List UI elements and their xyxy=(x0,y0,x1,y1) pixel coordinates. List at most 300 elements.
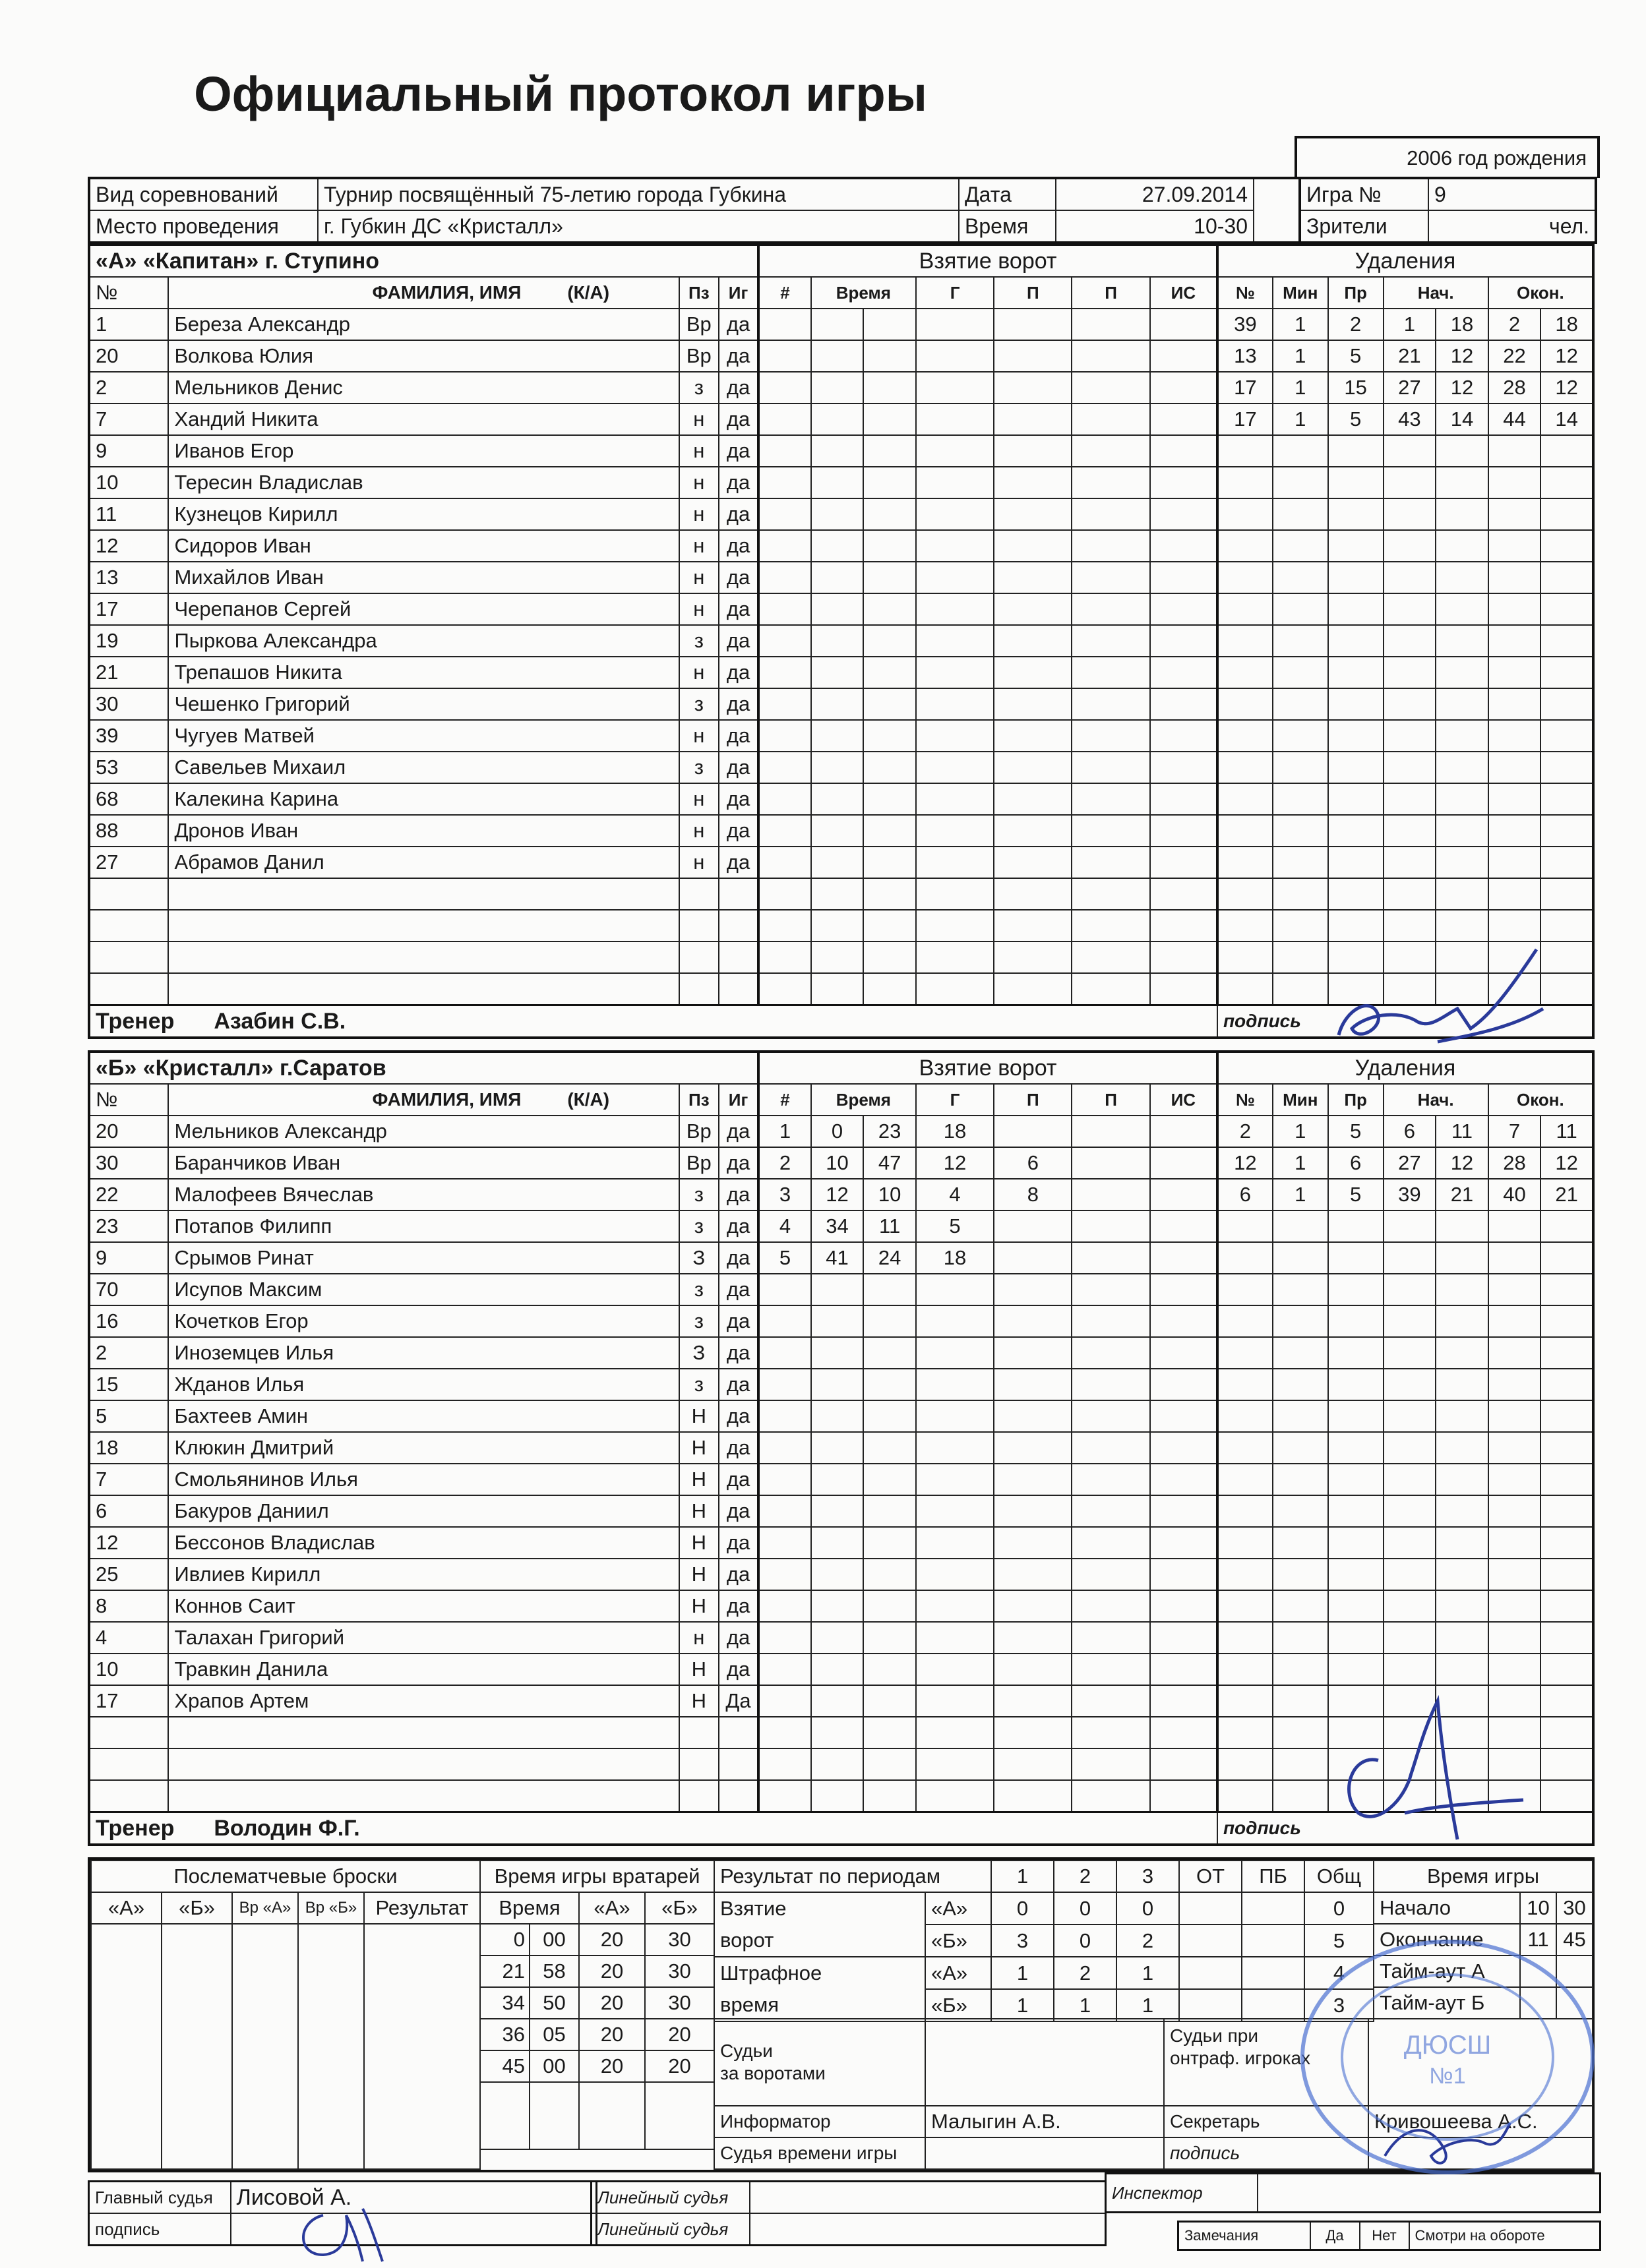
player-name: Кочетков Егор xyxy=(168,1305,679,1337)
player-position: Вр xyxy=(679,340,719,372)
remarks-no: Нет xyxy=(1360,2222,1409,2250)
team-b-col-name-text: ФАМИЛИЯ, ИМЯ xyxy=(372,1089,522,1110)
svg-text:ДЮСШ: ДЮСШ xyxy=(1403,2031,1492,2060)
officials-table xyxy=(714,2018,1593,2170)
player-name: Мельников Александр xyxy=(168,1116,679,1147)
gk-a-header: «А» xyxy=(579,1892,645,1924)
goals-a-p2: 0 xyxy=(1054,1892,1116,1925)
player-position: н xyxy=(679,720,719,752)
penalty-end-min: 28 xyxy=(1488,372,1541,403)
player-played: да xyxy=(719,625,758,657)
player-name: Срымов Ринат xyxy=(168,1242,679,1274)
competition-label: Вид соревнований xyxy=(89,178,318,210)
gk-b-player: 20 xyxy=(645,2050,714,2082)
player-number: 18 xyxy=(89,1432,168,1464)
player-name: Бакуров Даниил xyxy=(168,1495,679,1527)
player-position: з xyxy=(679,752,719,783)
goal-assist-2 xyxy=(1072,1242,1149,1274)
player-number: 39 xyxy=(89,720,168,752)
gk-minute: 21 xyxy=(480,1955,530,1987)
player-number: 20 xyxy=(89,1116,168,1147)
goals-team-a-label: «А» xyxy=(925,1892,991,1925)
player-position: н xyxy=(679,562,719,593)
penalty-start-min: 43 xyxy=(1384,403,1436,435)
gk-b-player: 30 xyxy=(645,1955,714,1987)
team-b-col-goal-hash: # xyxy=(758,1084,811,1116)
team-b-row xyxy=(89,1780,1593,1812)
player-number: 20 xyxy=(89,340,168,372)
penalty-start-sec: 18 xyxy=(1436,309,1488,340)
player-played: да xyxy=(719,1527,758,1559)
penalty-end-min: 2 xyxy=(1488,309,1541,340)
venue-value: г. Губкин ДС «Кристалл» xyxy=(318,210,959,243)
timekeeper-label: Судья времени игры xyxy=(714,2137,925,2169)
player-played: да xyxy=(719,593,758,625)
player-played: да xyxy=(719,1432,758,1464)
goals-a-pb xyxy=(1242,1892,1304,1925)
secretary-value: Кривошеева А.С. xyxy=(1368,2106,1593,2137)
pen-a-ot xyxy=(1179,1957,1242,1989)
goal-situation xyxy=(1150,1116,1217,1147)
goals-a-p3: 0 xyxy=(1116,1892,1179,1925)
player-number: 2 xyxy=(89,1337,168,1369)
player-played: Да xyxy=(719,1685,758,1717)
penalty-reason: 15 xyxy=(1328,372,1384,403)
player-position: з xyxy=(679,1274,719,1305)
goal-assist-2 xyxy=(1072,1210,1149,1242)
gk-title: Время игры вратарей xyxy=(480,1861,714,1892)
svg-text:№1: №1 xyxy=(1429,2064,1466,2089)
pen-b-p2: 1 xyxy=(1054,1989,1116,2021)
team-b-row xyxy=(89,1432,1593,1464)
bottom-section xyxy=(88,1857,1595,2172)
team-a-row xyxy=(89,973,1593,1005)
goals-team-b-label: «Б» xyxy=(925,1925,991,1957)
penalty-end-sec: 18 xyxy=(1540,309,1593,340)
player-number: 6 xyxy=(89,1495,168,1527)
team-a-row xyxy=(89,498,1593,530)
player-played: да xyxy=(719,688,758,720)
team-a-row xyxy=(89,340,1593,372)
time-value: 10-30 xyxy=(1056,210,1254,243)
gk-row xyxy=(480,1987,714,2019)
player-number: 5 xyxy=(89,1400,168,1432)
venue-label: Место проведения xyxy=(89,210,318,243)
goal-minute: 10 xyxy=(811,1147,864,1179)
team-b-col-goal-is: ИС xyxy=(1150,1084,1217,1116)
player-name: Коннов Саит xyxy=(168,1590,679,1622)
penalty-player: 2 xyxy=(1217,1116,1273,1147)
end-minute: 45 xyxy=(1556,1924,1593,1955)
team-a-col-pen-end: Окон. xyxy=(1488,277,1593,309)
goal-number: 5 xyxy=(758,1242,811,1274)
penalty-end-sec: 14 xyxy=(1540,403,1593,435)
gk-a-player: 20 xyxy=(579,1924,645,1955)
penalty-player: 6 xyxy=(1217,1179,1273,1210)
goal-situation xyxy=(1150,1147,1217,1179)
pen-a-p3: 1 xyxy=(1116,1957,1179,1989)
timeout-a-label: Тайм-аут А xyxy=(1374,1955,1520,1987)
player-played: да xyxy=(719,752,758,783)
player-number: 17 xyxy=(89,1685,168,1717)
goals-label-1: Взятие xyxy=(720,1897,787,1920)
goals-b-p3: 2 xyxy=(1116,1925,1179,1957)
player-position: Н xyxy=(679,1559,719,1590)
team-b-row xyxy=(89,1622,1593,1654)
penalty-end-sec: 12 xyxy=(1540,372,1593,403)
player-name: Абрамов Данил xyxy=(168,847,679,878)
player-number: 27 xyxy=(89,847,168,878)
chief-referee-table xyxy=(88,2180,597,2246)
team-b-row xyxy=(89,1559,1593,1590)
team-b-row xyxy=(89,1274,1593,1305)
goals-b-p2: 0 xyxy=(1054,1925,1116,1957)
player-name: Ивлиев Кирилл xyxy=(168,1559,679,1590)
team-a-coach-label: Тренер xyxy=(96,1009,175,1034)
player-name: Савельев Михаил xyxy=(168,752,679,783)
player-position: з xyxy=(679,688,719,720)
remarks-see-back: Смотри на обороте xyxy=(1409,2222,1600,2250)
team-a-col-pen-start: Нач. xyxy=(1384,277,1488,309)
gk-second: 58 xyxy=(530,1955,579,1987)
penalty-reason: 5 xyxy=(1328,340,1384,372)
player-number: 22 xyxy=(89,1179,168,1210)
chief-referee-label: Главный судья xyxy=(89,2182,231,2214)
shootout-header: ПБ xyxy=(1242,1861,1304,1892)
team-b-col-pz: Пз xyxy=(679,1084,719,1116)
player-name: Талахан Григорий xyxy=(168,1622,679,1654)
pen-team-b-label: «Б» xyxy=(925,1989,991,2021)
player-number: 11 xyxy=(89,498,168,530)
team-a-row xyxy=(89,435,1593,467)
penalty-minutes: 1 xyxy=(1273,1147,1328,1179)
goals-b-ot xyxy=(1179,1925,1242,1957)
player-played: да xyxy=(719,1337,758,1369)
goals-b-p1: 3 xyxy=(991,1925,1054,1957)
goal-scorer: 18 xyxy=(916,1116,994,1147)
player-name: Бахтеев Амин xyxy=(168,1400,679,1432)
team-a-row xyxy=(89,878,1593,910)
gk-second: 00 xyxy=(530,1924,579,1955)
player-name: Клюкин Дмитрий xyxy=(168,1432,679,1464)
goal-assist-2 xyxy=(1072,1147,1149,1179)
secretary-label: Секретарь xyxy=(1164,2106,1368,2137)
player-played: да xyxy=(719,815,758,847)
player-name: Михайлов Иван xyxy=(168,562,679,593)
player-name: Баранчиков Иван xyxy=(168,1147,679,1179)
player-number: 10 xyxy=(89,1654,168,1685)
player-position: з xyxy=(679,372,719,403)
player-played: да xyxy=(719,657,758,688)
remarks-label: Замечания xyxy=(1178,2222,1310,2250)
penalty-minutes: 1 xyxy=(1273,340,1328,372)
penalty-start-sec: 12 xyxy=(1436,372,1488,403)
player-position: з xyxy=(679,1210,719,1242)
birth-year: 2006 год рождения xyxy=(1407,146,1587,169)
penalty-start-sec: 11 xyxy=(1436,1116,1488,1147)
goal-minute: 41 xyxy=(811,1242,864,1274)
player-number: 2 xyxy=(89,372,168,403)
player-name: Исупов Максим xyxy=(168,1274,679,1305)
player-position: н xyxy=(679,1622,719,1654)
player-position: н xyxy=(679,467,719,498)
player-position: н xyxy=(679,847,719,878)
team-b-col-goal-p1: П xyxy=(994,1084,1072,1116)
player-position: н xyxy=(679,403,719,435)
team-b-col-goal-g: Г xyxy=(916,1084,994,1116)
team-b-row xyxy=(89,1179,1593,1210)
player-name: Волкова Юлия xyxy=(168,340,679,372)
inspector-label: Инспектор xyxy=(1106,2174,1258,2213)
goal-second: 47 xyxy=(863,1147,916,1179)
linesman-label-2: Линейный судья xyxy=(592,2213,750,2246)
player-name: Иноземцев Илья xyxy=(168,1337,679,1369)
player-position: Н xyxy=(679,1464,719,1495)
penalty-start-min: 6 xyxy=(1384,1116,1436,1147)
shootout-title: Послематчевые броски xyxy=(91,1861,480,1892)
penalty-start-min: 39 xyxy=(1384,1179,1436,1210)
gk-minute: 34 xyxy=(480,1987,530,2019)
team-a-row xyxy=(89,562,1593,593)
goals-a-p1: 0 xyxy=(991,1892,1054,1925)
player-position: Н xyxy=(679,1432,719,1464)
goal-assist-1 xyxy=(994,1116,1072,1147)
team-b-coach-label: Тренер xyxy=(96,1816,175,1841)
team-b-col-pen-end: Окон. xyxy=(1488,1084,1593,1116)
goal-assist-1 xyxy=(994,1242,1072,1274)
team-a-row xyxy=(89,309,1593,340)
player-name: Травкин Данила xyxy=(168,1654,679,1685)
gk-second: 00 xyxy=(530,2050,579,2082)
player-number: 88 xyxy=(89,815,168,847)
player-played: да xyxy=(719,1147,758,1179)
player-name: Иванов Егор xyxy=(168,435,679,467)
team-b-penalties-title: Удаления xyxy=(1217,1052,1593,1084)
pen-a-pb xyxy=(1242,1957,1304,1989)
team-a-col-ig: Иг xyxy=(719,277,758,309)
team-a-col-goal-p2: П xyxy=(1072,277,1149,309)
pen-b-ot xyxy=(1179,1989,1242,2021)
periods-title: Результат по периодам xyxy=(714,1861,991,1892)
player-number: 16 xyxy=(89,1305,168,1337)
player-name: Чугуев Матвей xyxy=(168,720,679,752)
player-name: Дронов Иван xyxy=(168,815,679,847)
total-header: Общ xyxy=(1304,1861,1374,1892)
team-a-title: «А» «Капитан» г. Ступино xyxy=(89,245,758,277)
player-position: З xyxy=(679,1337,719,1369)
player-name: Сидоров Иван xyxy=(168,530,679,562)
team-b-col-num: № xyxy=(89,1084,168,1116)
player-number: 7 xyxy=(89,403,168,435)
penalty-start-min: 27 xyxy=(1384,1147,1436,1179)
team-b-coach-name: Володин Ф.Г. xyxy=(214,1816,360,1841)
goal-scorer: 5 xyxy=(916,1210,994,1242)
player-position: н xyxy=(679,593,719,625)
team-a-col-goal-hash: # xyxy=(758,277,811,309)
gk-a-player: 20 xyxy=(579,2050,645,2082)
end-label: Окончание xyxy=(1374,1924,1520,1955)
shootout-table xyxy=(90,1860,481,2170)
gk-time-header: Время xyxy=(480,1892,579,1924)
penalty-reason: 5 xyxy=(1328,1179,1384,1210)
team-b-row xyxy=(89,1495,1593,1527)
spectators-unit: чел. xyxy=(1428,210,1596,243)
team-b-goals-title: Взятие ворот xyxy=(758,1052,1217,1084)
team-a-col-goal-time: Время xyxy=(811,277,916,309)
player-played: да xyxy=(719,372,758,403)
player-played: да xyxy=(719,1495,758,1527)
player-number: 10 xyxy=(89,467,168,498)
player-position: Н xyxy=(679,1400,719,1432)
player-name: Черепанов Сергей xyxy=(168,593,679,625)
start-hour: 10 xyxy=(1520,1892,1556,1924)
player-position: з xyxy=(679,1179,719,1210)
game-value: 9 xyxy=(1428,178,1596,210)
goal-scorer: 18 xyxy=(916,1242,994,1274)
pen-b-pb xyxy=(1242,1989,1304,2021)
informer-value: Малыгин А.В. xyxy=(925,2106,1164,2137)
team-a-row xyxy=(89,688,1593,720)
game-time-title: Время игры xyxy=(1374,1861,1593,1892)
gk-row xyxy=(480,1955,714,1987)
team-a-row xyxy=(89,530,1593,562)
player-position: з xyxy=(679,1369,719,1400)
team-b-row xyxy=(89,1685,1593,1717)
player-played: да xyxy=(719,1622,758,1654)
header-table xyxy=(88,177,1597,244)
player-name: Жданов Илья xyxy=(168,1369,679,1400)
overtime-header: ОТ xyxy=(1179,1861,1242,1892)
player-name: Потапов Филипп xyxy=(168,1210,679,1242)
goal-number: 4 xyxy=(758,1210,811,1242)
team-b-row xyxy=(89,1210,1593,1242)
player-played: да xyxy=(719,1464,758,1495)
player-name: Смольянинов Илья xyxy=(168,1464,679,1495)
player-played: да xyxy=(719,1116,758,1147)
team-a-row xyxy=(89,847,1593,878)
goal-judges-label-1: Судьи xyxy=(720,2041,773,2061)
goal-minute: 34 xyxy=(811,1210,864,1242)
pen-b-p1: 1 xyxy=(991,1989,1054,2021)
team-b-col-ka: (К/А) xyxy=(567,1089,610,1110)
penalty-start-min: 21 xyxy=(1384,340,1436,372)
penalty-player: 39 xyxy=(1217,309,1273,340)
gk-row xyxy=(480,1924,714,1955)
penalty-player: 17 xyxy=(1217,403,1273,435)
goal-assist-2 xyxy=(1072,1179,1149,1210)
team-a-col-pz: Пз xyxy=(679,277,719,309)
player-position: з xyxy=(679,625,719,657)
team-b-col-name xyxy=(168,1084,679,1116)
goal-number: 2 xyxy=(758,1147,811,1179)
player-played: да xyxy=(719,1559,758,1590)
penalty-reason: 5 xyxy=(1328,403,1384,435)
player-name: Храпов Артем xyxy=(168,1685,679,1717)
player-played: да xyxy=(719,1654,758,1685)
gk-row xyxy=(480,2019,714,2050)
player-played: да xyxy=(719,847,758,878)
end-hour: 11 xyxy=(1520,1924,1556,1955)
team-a-col-ka: (К/А) xyxy=(567,282,610,303)
penalty-minutes: 1 xyxy=(1273,403,1328,435)
player-position: Н xyxy=(679,1495,719,1527)
penalty-end-sec: 21 xyxy=(1540,1179,1593,1210)
goal-number: 3 xyxy=(758,1179,811,1210)
player-number: 1 xyxy=(89,309,168,340)
gk-b-player: 30 xyxy=(645,1924,714,1955)
team-b-col-ig: Иг xyxy=(719,1084,758,1116)
goal-second: 24 xyxy=(863,1242,916,1274)
goal-second: 10 xyxy=(863,1179,916,1210)
time-label: Время xyxy=(959,210,1056,243)
player-played: да xyxy=(719,1274,758,1305)
player-number: 7 xyxy=(89,1464,168,1495)
gk-row xyxy=(480,2050,714,2082)
player-number: 8 xyxy=(89,1590,168,1622)
team-b-row xyxy=(89,1369,1593,1400)
team-a-row xyxy=(89,783,1593,815)
team-b-row xyxy=(89,1147,1593,1179)
player-played: да xyxy=(719,1242,758,1274)
penalty-start-sec: 12 xyxy=(1436,1147,1488,1179)
team-a-row xyxy=(89,593,1593,625)
player-name: Мельников Денис xyxy=(168,372,679,403)
penalty-end-min: 40 xyxy=(1488,1179,1541,1210)
team-b-col-goal-p2: П xyxy=(1072,1084,1149,1116)
penalty-reason: 2 xyxy=(1328,309,1384,340)
penalty-minutes: 1 xyxy=(1273,372,1328,403)
player-played: да xyxy=(719,435,758,467)
goal-assist-1 xyxy=(994,1210,1072,1242)
gk-second: 05 xyxy=(530,2019,579,2050)
shootout-b: «Б» xyxy=(162,1892,232,1924)
team-a-col-goal-g: Г xyxy=(916,277,994,309)
game-time-table xyxy=(1373,1860,1593,2019)
player-number: 4 xyxy=(89,1622,168,1654)
competition-value: Турнир посвящённый 75-летию города Губкина xyxy=(318,178,959,210)
goal-scorer: 12 xyxy=(916,1147,994,1179)
start-label: Начало xyxy=(1374,1892,1520,1924)
penalty-start-sec: 12 xyxy=(1436,340,1488,372)
goals-label-2: ворот xyxy=(720,1928,774,1952)
team-a-row xyxy=(89,941,1593,973)
penalty-judges-label-1: Судьи при xyxy=(1170,2025,1259,2046)
penalty-label-1: Штрафное xyxy=(720,1961,822,1984)
team-b-col-pen-num: № xyxy=(1217,1084,1273,1116)
player-name: Малофеев Вячеслав xyxy=(168,1179,679,1210)
team-a-col-pen-pr: Пр xyxy=(1328,277,1384,309)
player-number: 9 xyxy=(89,435,168,467)
penalty-minutes: 1 xyxy=(1273,1179,1328,1210)
team-b-sign-label: подпись xyxy=(1217,1812,1593,1845)
penalty-minutes: 1 xyxy=(1273,309,1328,340)
goal-number: 1 xyxy=(758,1116,811,1147)
gk-a-player: 20 xyxy=(579,1987,645,2019)
team-b-row xyxy=(89,1242,1593,1274)
team-b-row xyxy=(89,1464,1593,1495)
player-played: да xyxy=(719,1305,758,1337)
game-label: Игра № xyxy=(1300,178,1428,210)
player-name: Кузнецов Кирилл xyxy=(168,498,679,530)
penalty-player: 13 xyxy=(1217,340,1273,372)
goals-a-total: 0 xyxy=(1304,1892,1374,1925)
penalty-end-min: 22 xyxy=(1488,340,1541,372)
goals-b-total: 5 xyxy=(1304,1925,1374,1957)
team-b-row xyxy=(89,1337,1593,1369)
player-number: 30 xyxy=(89,1147,168,1179)
player-number: 12 xyxy=(89,530,168,562)
spectators-label: Зрители xyxy=(1300,210,1428,243)
